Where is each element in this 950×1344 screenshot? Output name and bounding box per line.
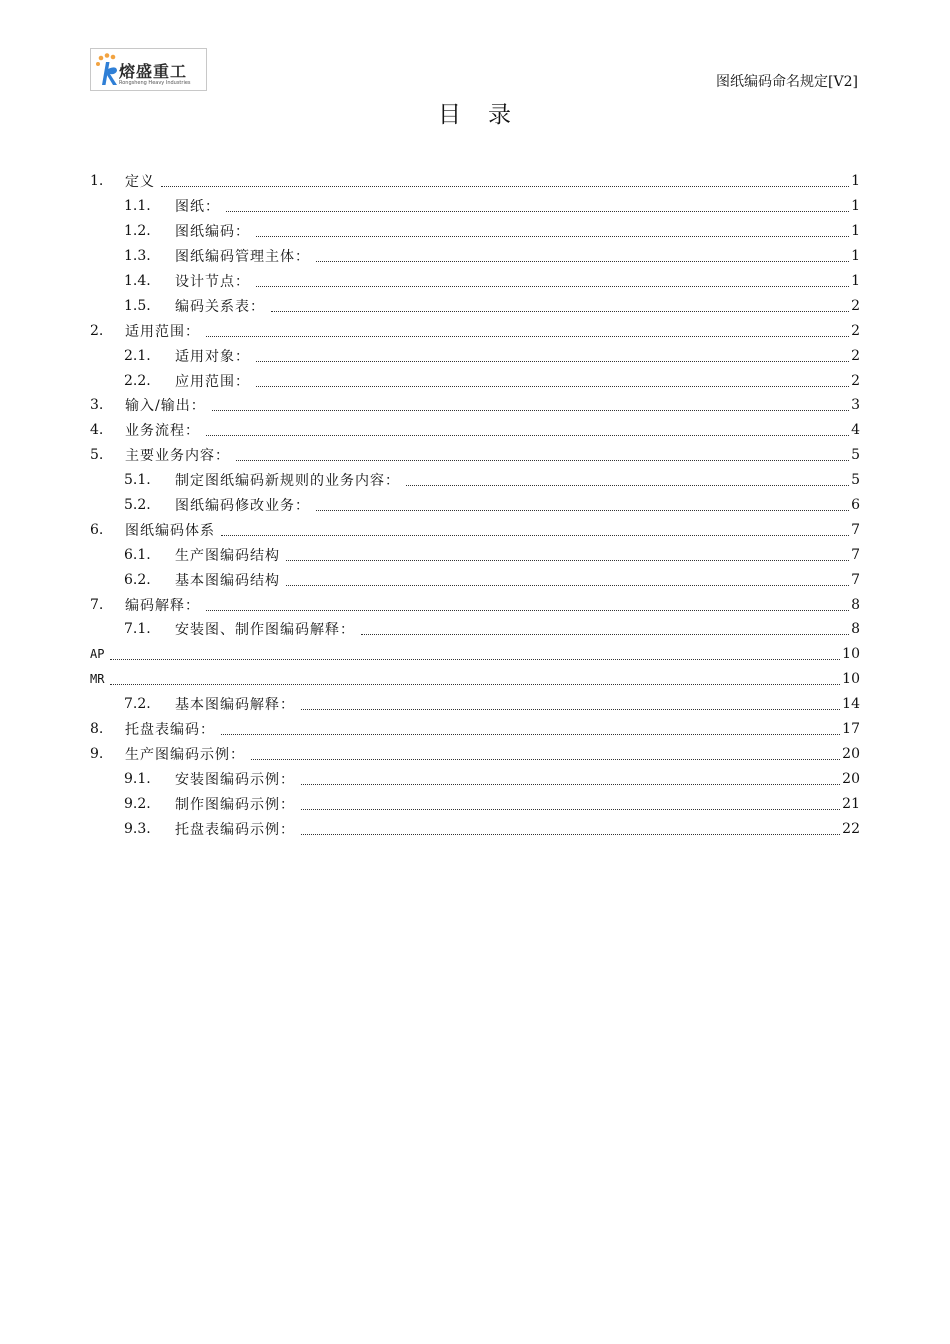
toc-entry[interactable] [90, 592, 860, 617]
toc-entry-number: 7. [90, 596, 104, 613]
toc-entry-page: 1 [851, 273, 860, 289]
toc-entry[interactable] [90, 368, 860, 393]
toc-entry-page: 7 [851, 521, 860, 538]
toc-entry-page: 2 [851, 347, 860, 364]
toc-entry-number: 9.2. [124, 795, 151, 812]
toc-entry-page: 2 [851, 297, 860, 314]
toc-entry[interactable] [90, 816, 860, 841]
toc-dot-leader [110, 658, 840, 660]
toc-dot-leader [110, 683, 840, 685]
toc-heading-char-2: 录 [488, 102, 512, 128]
toc-entry-page: 1 [851, 173, 860, 190]
table-of-contents [90, 169, 860, 841]
toc-entry-number: 2.2. [124, 372, 151, 389]
toc-entry-page: 20 [842, 770, 860, 787]
toc-entry-page: 10 [842, 671, 860, 688]
logo-subtext: Rongsheng Heavy Industries [119, 80, 191, 86]
toc-entry-number: 7.1. [124, 621, 151, 638]
toc-dot-leader [271, 310, 849, 312]
toc-entry-number: 2. [90, 322, 104, 339]
toc-entry-label: MR [90, 672, 105, 687]
toc-dot-leader [221, 534, 849, 536]
toc-entry-label: 图纸编码： [175, 224, 250, 241]
toc-entry-label: 图纸： [175, 199, 220, 216]
toc-entry-page: 4 [851, 422, 860, 439]
toc-entry-label: 托盘表编码示例： [175, 821, 295, 838]
toc-entry-number: 2.1. [124, 347, 151, 364]
toc-entry-label: 生产图编码示例： [125, 746, 245, 763]
toc-entry[interactable] [90, 542, 860, 567]
toc-dot-leader [406, 484, 849, 486]
toc-entry-page: 21 [842, 795, 860, 812]
toc-entry-number: 6.1. [124, 546, 151, 563]
toc-entry-page: 8 [851, 596, 860, 613]
toc-entry[interactable] [90, 318, 860, 343]
toc-dot-leader [286, 559, 849, 561]
toc-entry-page: 1 [851, 248, 860, 265]
toc-entry-number: 7.2. [124, 696, 151, 713]
toc-entry-label: 制作图编码示例： [175, 796, 295, 813]
toc-entry-number: 6.2. [124, 571, 151, 588]
toc-entry-label: 定义 [125, 174, 155, 191]
toc-dot-leader [256, 385, 849, 387]
toc-dot-leader [256, 235, 849, 237]
toc-entry-label: 安装图、制作图编码解释： [175, 622, 355, 639]
toc-entry-page: 2 [851, 372, 860, 389]
toc-dot-leader [256, 285, 849, 287]
toc-dot-leader [301, 708, 840, 710]
toc-entry-number: 9.1. [124, 770, 151, 787]
toc-entry-label: 基本图编码解释： [175, 697, 295, 714]
toc-entry-label: 托盘表编码： [125, 722, 215, 739]
toc-entry[interactable] [90, 493, 860, 518]
toc-dot-leader [301, 833, 840, 835]
toc-entry-label: 图纸编码体系 [125, 522, 215, 539]
toc-entry-number: 1.1. [124, 198, 151, 215]
toc-entry-label: 适用对象： [175, 348, 250, 365]
toc-entry-number: 1. [90, 173, 104, 190]
logo-mark-icon [95, 52, 121, 88]
toc-dot-leader [206, 335, 849, 337]
company-logo [90, 48, 207, 91]
toc-entry-label: 主要业务内容： [125, 448, 230, 465]
toc-dot-leader [301, 783, 840, 785]
toc-entry[interactable] [90, 791, 860, 816]
toc-entry-number: 6. [90, 521, 104, 538]
toc-dot-leader [301, 808, 840, 810]
toc-entry[interactable] [90, 219, 860, 244]
toc-entry-page: 5 [851, 472, 860, 489]
toc-entry-label: 设计节点： [175, 274, 250, 290]
document-title: 图纸编码命名规定[V2] [716, 74, 858, 90]
toc-dot-leader [236, 459, 849, 461]
toc-dot-leader [316, 260, 849, 262]
toc-dot-leader [161, 185, 849, 187]
toc-entry[interactable] [90, 343, 860, 368]
toc-entry-page: 8 [851, 621, 860, 638]
toc-entry-label: 编码关系表： [175, 298, 265, 315]
toc-entry-page: 7 [851, 571, 860, 588]
toc-entry[interactable] [90, 692, 860, 717]
toc-entry-number: 1.3. [124, 248, 151, 265]
toc-entry[interactable] [90, 194, 860, 219]
toc-dot-leader [256, 360, 849, 362]
toc-entry-label: 业务流程： [125, 423, 200, 440]
toc-entry-page: 14 [842, 696, 860, 713]
toc-entry-page: 5 [851, 447, 860, 464]
header-divider [90, 91, 860, 92]
toc-heading-char-1: 目 [438, 102, 462, 128]
toc-entry[interactable] [90, 766, 860, 791]
toc-entry-label: 输入/输出： [125, 398, 206, 415]
toc-entry-page: 3 [851, 397, 860, 414]
toc-entry-number: 5.2. [124, 497, 151, 514]
toc-entry[interactable] [90, 617, 860, 642]
toc-entry-page: 20 [842, 745, 860, 762]
toc-entry-page: 6 [851, 497, 860, 514]
toc-entry[interactable] [90, 418, 860, 443]
toc-entry[interactable] [90, 567, 860, 592]
toc-entry[interactable] [90, 293, 860, 318]
toc-dot-leader [251, 758, 840, 760]
toc-entry-page: 22 [842, 820, 860, 837]
logo-text: 熔盛重工 [119, 62, 188, 81]
toc-entry-number: 9. [90, 745, 104, 762]
toc-entry-number: 5. [90, 447, 104, 464]
toc-entry-label: 图纸编码修改业务： [175, 498, 310, 515]
toc-dot-leader [361, 633, 849, 635]
toc-entry-page: 1 [851, 198, 860, 215]
toc-dot-leader [221, 733, 840, 735]
toc-entry-number: 5.1. [124, 472, 151, 489]
toc-heading [0, 96, 950, 129]
toc-entry-page: 17 [842, 721, 860, 738]
toc-entry[interactable] [90, 468, 860, 493]
toc-entry[interactable] [90, 667, 860, 692]
toc-entry-label: 编码解释： [125, 597, 200, 614]
toc-dot-leader [206, 434, 849, 436]
toc-entry-number: 3. [90, 397, 104, 414]
toc-entry-number: 4. [90, 422, 104, 439]
toc-entry-number: 1.4. [124, 273, 151, 289]
toc-entry[interactable] [90, 269, 860, 294]
toc-entry-number: 8. [90, 721, 104, 738]
toc-dot-leader [206, 609, 849, 611]
toc-entry-label: 图纸编码管理主体： [175, 249, 310, 266]
toc-entry[interactable] [90, 393, 860, 418]
toc-entry[interactable] [90, 169, 860, 194]
toc-entry[interactable] [90, 244, 860, 269]
toc-entry-label: 适用范围： [125, 323, 200, 340]
toc-entry[interactable] [90, 642, 860, 667]
toc-entry-page: 1 [851, 223, 860, 240]
toc-dot-leader [212, 409, 849, 411]
toc-entry-label: 安装图编码示例： [175, 771, 295, 788]
toc-entry-label: 制定图纸编码新规则的业务内容： [175, 473, 400, 490]
toc-entry-label: 基本图编码结构 [175, 572, 280, 589]
toc-dot-leader [286, 584, 849, 586]
toc-entry-page: 2 [851, 322, 860, 339]
toc-entry-number: 1.5. [124, 297, 151, 314]
toc-entry-label: 应用范围： [175, 373, 250, 390]
toc-dot-leader [316, 509, 849, 511]
toc-entry-number: 1.2. [124, 223, 151, 240]
toc-entry-number: 9.3. [124, 820, 151, 837]
toc-entry-label: AP [90, 647, 105, 662]
toc-dot-leader [226, 210, 849, 212]
toc-entry[interactable] [90, 443, 860, 468]
toc-entry-page: 10 [842, 646, 860, 663]
toc-entry[interactable] [90, 741, 860, 766]
toc-entry[interactable] [90, 717, 860, 742]
toc-entry-label: 生产图编码结构 [175, 547, 280, 564]
toc-entry[interactable] [90, 517, 860, 542]
toc-entry-page: 7 [851, 546, 860, 563]
